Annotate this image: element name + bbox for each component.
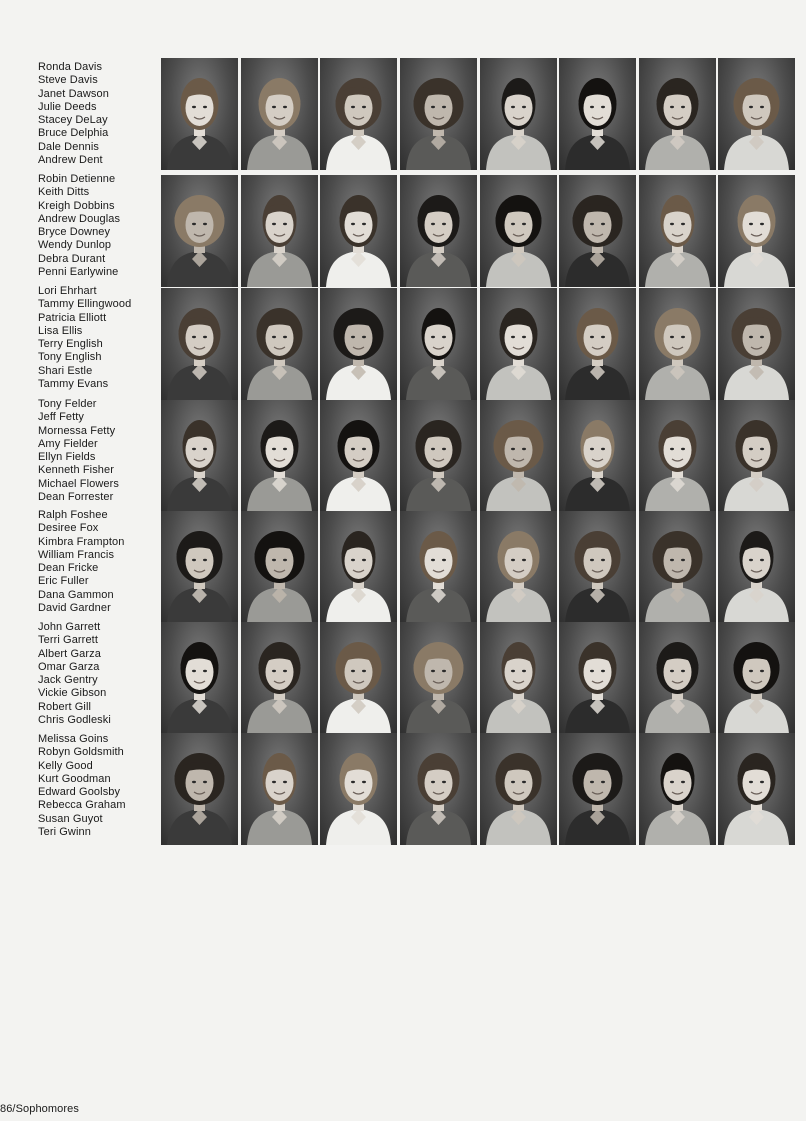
student-name: Dana Gammon [38,588,114,601]
portrait-drawing [639,400,716,512]
student-portrait [639,288,716,400]
portrait-drawing [320,622,397,734]
student-name: Tony Felder [38,398,97,410]
student-name: Dean Forrester [38,491,114,504]
student-portrait [400,400,477,512]
student-portrait [559,733,636,845]
portrait-drawing [241,733,318,845]
student-name: Tammy Ellingwood [38,298,132,311]
name-list [38,61,158,167]
portrait-drawing [639,58,716,170]
student-portrait [400,288,477,400]
student-name: Terri Garrett [38,634,98,647]
photo-row [161,511,797,623]
student-name: Kreigh Dobbins [38,199,115,212]
portrait-drawing [559,400,636,512]
portrait-drawing [161,733,238,845]
student-portrait [400,511,477,623]
student-name: Wendy Dunlop [38,239,112,252]
portrait-drawing [241,288,318,400]
portrait-drawing [718,288,795,400]
student-name: Bryce Downey [38,226,111,239]
student-name: Dean Fricke [38,562,99,575]
portrait-drawing [639,622,716,734]
student-portrait [161,58,238,170]
photo-row [161,400,797,512]
portrait-drawing [718,733,795,845]
student-name: Patricia Elliott [38,311,107,324]
student-portrait [320,511,397,623]
student-portrait [161,622,238,734]
page-footer: 86/Sophomores [0,1103,79,1115]
student-portrait [480,511,557,623]
portrait-drawing [241,400,318,512]
student-name: Ralph Foshee [38,509,108,521]
portrait-drawing [400,622,477,734]
portrait-drawing [480,400,557,512]
student-portrait [161,733,238,845]
student-name: Albert Garza [38,647,101,660]
student-portrait [718,733,795,845]
portrait-drawing [161,288,238,400]
student-portrait [559,511,636,623]
portrait-drawing [718,511,795,623]
student-portrait [161,511,238,623]
student-portrait [559,175,636,287]
student-portrait [639,58,716,170]
student-name: Robin Detienne [38,173,116,185]
student-portrait [161,400,238,512]
portrait-drawing [161,400,238,512]
portrait-drawing [400,175,477,287]
student-portrait [400,175,477,287]
student-portrait [241,511,318,623]
student-name: Debra Durant [38,252,106,265]
portrait-drawing [718,622,795,734]
student-name: Susan Guyot [38,812,103,825]
student-portrait [241,58,318,170]
student-name: Kimbra Frampton [38,535,125,548]
name-list [38,509,158,615]
portrait-drawing [480,175,557,287]
student-portrait [559,58,636,170]
student-portrait [320,175,397,287]
student-portrait [320,400,397,512]
portrait-drawing [718,400,795,512]
student-portrait [241,622,318,734]
student-name: Ellyn Fields [38,451,96,464]
portrait-drawing [241,58,318,170]
student-name: Penni Earlywine [38,266,119,279]
portrait-drawing [480,622,557,734]
student-portrait [241,733,318,845]
student-portrait [320,733,397,845]
student-name: Janet Dawson [38,87,109,100]
name-list [38,285,158,391]
student-portrait [480,733,557,845]
student-portrait [639,622,716,734]
portrait-drawing [400,400,477,512]
student-name: Jack Gentry [38,674,98,687]
portrait-drawing [320,58,397,170]
student-name: Michael Flowers [38,477,119,490]
portrait-drawing [639,175,716,287]
portrait-drawing [639,288,716,400]
student-name: Eric Fuller [38,575,89,588]
student-portrait [480,175,557,287]
student-name: Robert Gill [38,700,92,713]
name-list [38,173,158,279]
portrait-drawing [480,511,557,623]
student-name: Shari Estle [38,364,93,377]
student-portrait [718,511,795,623]
portrait-drawing [320,400,397,512]
portrait-drawing [161,175,238,287]
portrait-drawing [559,622,636,734]
portrait-drawing [241,622,318,734]
student-portrait [718,58,795,170]
student-portrait [639,511,716,623]
portrait-drawing [559,511,636,623]
student-portrait [480,400,557,512]
student-portrait [320,288,397,400]
student-portrait [400,622,477,734]
portrait-drawing [241,511,318,623]
student-name: Edward Goolsby [38,786,121,799]
student-name: Lisa Ellis [38,324,83,337]
student-name: Robyn Goldsmith [38,746,124,759]
student-portrait [559,622,636,734]
portrait-drawing [559,733,636,845]
student-portrait [639,400,716,512]
portrait-drawing [639,511,716,623]
student-portrait [480,288,557,400]
portrait-drawing [400,733,477,845]
portrait-drawing [241,175,318,287]
student-name: Andrew Douglas [38,212,121,225]
student-name: Vickie Gibson [38,687,107,700]
portrait-drawing [718,175,795,287]
student-portrait [400,58,477,170]
student-portrait [718,622,795,734]
portrait-drawing [480,58,557,170]
student-name: Teri Gwinn [38,826,91,839]
student-portrait [718,400,795,512]
student-name: Chris Godleski [38,714,111,727]
portrait-drawing [161,58,238,170]
student-name: Ronda Davis [38,61,103,73]
portrait-drawing [400,288,477,400]
name-list [38,398,158,504]
student-portrait [241,400,318,512]
student-portrait [161,175,238,287]
student-portrait [639,175,716,287]
student-name: Andrew Dent [38,154,103,167]
portrait-drawing [559,175,636,287]
portrait-drawing [718,58,795,170]
student-name: Rebecca Graham [38,799,126,812]
student-name: Mornessa Fetty [38,424,116,437]
student-name: Terry English [38,338,103,351]
portrait-drawing [320,511,397,623]
portrait-drawing [320,175,397,287]
portrait-drawing [161,622,238,734]
student-portrait [718,175,795,287]
portrait-drawing [639,733,716,845]
student-name: David Gardner [38,602,111,615]
student-name: Bruce Delphia [38,127,109,140]
photo-row [161,58,797,170]
student-portrait [161,288,238,400]
student-name: Lori Ehrhart [38,285,97,297]
student-portrait [241,288,318,400]
student-portrait [241,175,318,287]
portrait-drawing [400,511,477,623]
student-portrait [639,733,716,845]
photo-row [161,622,797,734]
photo-row [161,733,797,845]
student-name: Kelly Good [38,759,93,772]
name-list [38,733,158,839]
student-name: Jeff Fetty [38,411,85,424]
student-name: Omar Garza [38,660,100,673]
student-name: Desiree Fox [38,522,99,535]
portrait-drawing [400,58,477,170]
student-name: John Garrett [38,621,101,633]
student-portrait [480,58,557,170]
student-portrait [559,400,636,512]
portrait-drawing [559,58,636,170]
photo-row [161,288,797,400]
portrait-drawing [480,733,557,845]
student-portrait [320,58,397,170]
portrait-drawing [161,511,238,623]
portrait-drawing [480,288,557,400]
student-name: Melissa Goins [38,733,109,745]
student-name: Amy Fielder [38,437,98,450]
student-portrait [480,622,557,734]
portrait-drawing [320,288,397,400]
student-name: Steve Davis [38,74,98,87]
photo-row [161,175,797,287]
student-name: Dale Dennis [38,140,100,153]
portrait-drawing [559,288,636,400]
student-portrait [320,622,397,734]
student-name: William Francis [38,548,115,561]
student-name: Stacey DeLay [38,114,108,127]
student-portrait [559,288,636,400]
student-portrait [400,733,477,845]
student-name: Keith Ditts [38,186,90,199]
student-name: Tammy Evans [38,378,109,391]
portrait-drawing [320,733,397,845]
student-portrait [718,288,795,400]
student-name: Tony English [38,351,102,364]
student-name: Kenneth Fisher [38,464,114,477]
student-name: Kurt Goodman [38,772,111,785]
student-name: Julie Deeds [38,100,97,113]
name-list [38,621,158,727]
